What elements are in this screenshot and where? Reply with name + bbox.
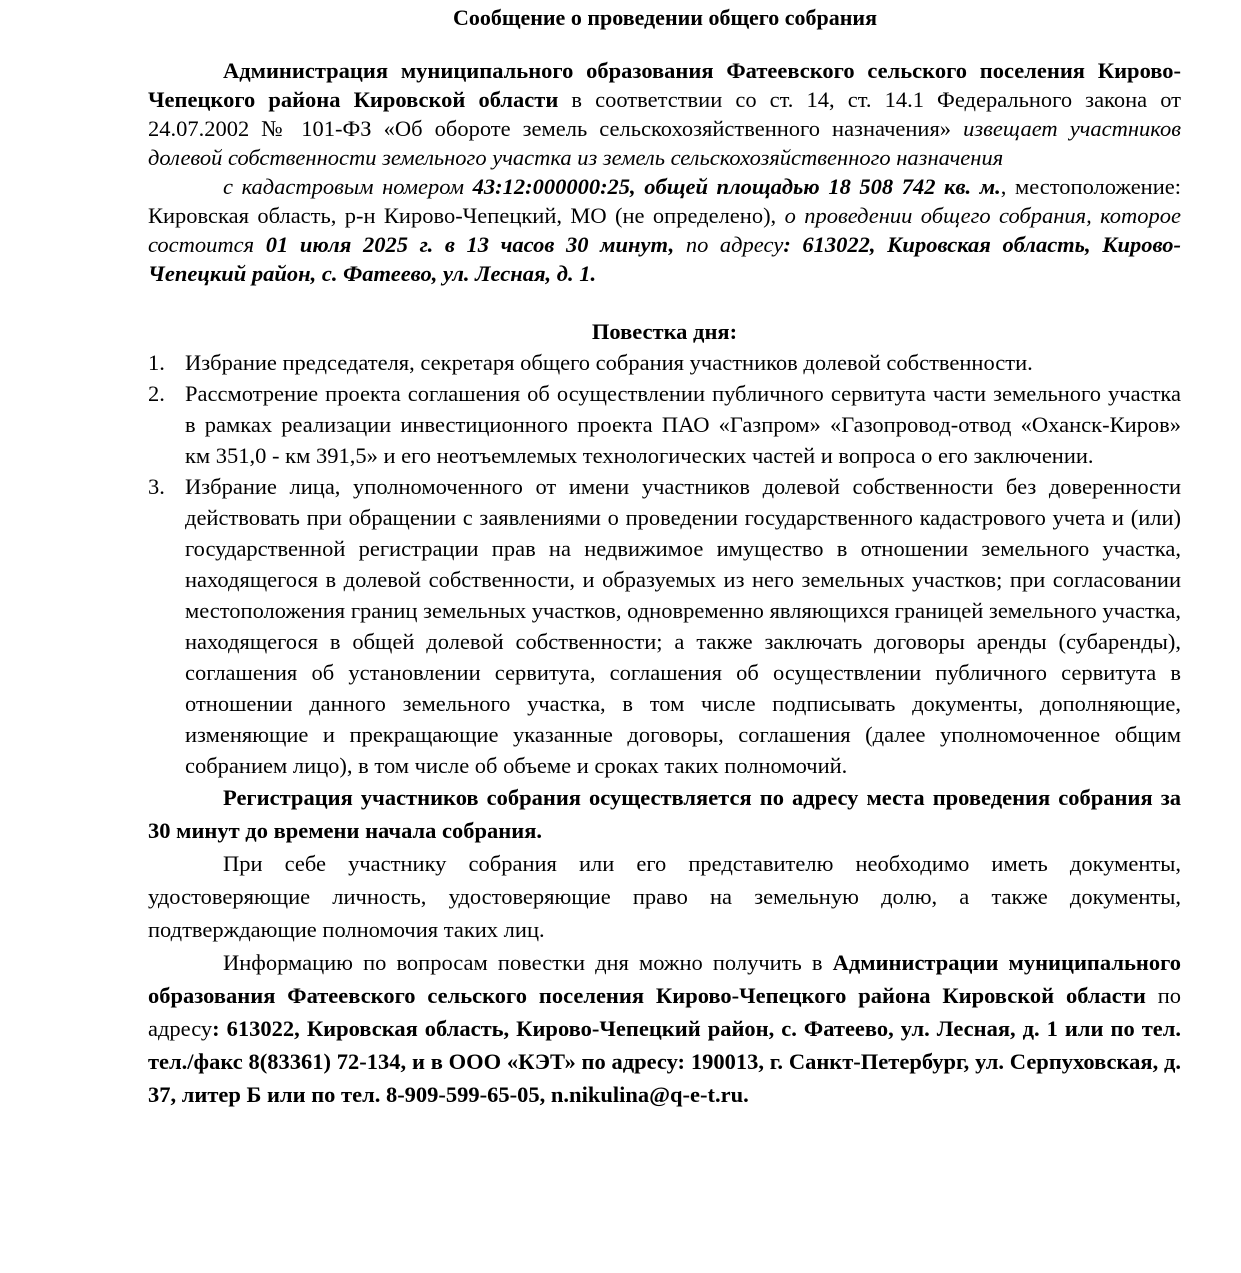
info-contacts: : 613022, Кировская область, Кирово-Чепецкий район, с. Фатеево, ул. Лесная, д. 1 или по тел. тел./факс 8(83361) 72-134, и в ООО «КЭТ» по адресу: 190013, г. Санкт-Петербург, ул. Серпуховская, д. 37, литер Б или по тел. 8-909-599-65-05, n.nikulina@q-e-t.ru. (148, 1016, 1181, 1107)
agenda-item (148, 471, 1181, 781)
agenda-item-text: Рассмотрение проекта соглашения об осуществлении публичного сервитута части земельного участка в рамках реализации инвестиционного проекта ПАО «Газпром» «Газопровод-отвод «Оханск-Киров» км 351,0 - км 391,5» и его неотъемлемых технологических частей и вопроса о его заключении. (185, 381, 1181, 468)
agenda-item (148, 378, 1181, 471)
meeting-time: 01 июля 2025 г. в 13 часов 30 минут, (265, 232, 675, 257)
admin-name: Администрация муниципального образования Фатеевского сельского поселения Кирово-Чепецкого района Кировской области (148, 58, 1181, 112)
cadastral-number-area: 43:12:000000:25, общей площадью 18 508 742 кв. м. (472, 174, 1001, 199)
parcel-comma: , (1000, 174, 1007, 199)
notice-text: извещает участников долевой собственности земельного участка из земель сельскохозяйственного назначения (148, 116, 1181, 170)
agenda-item-number: 2. (148, 381, 165, 406)
agenda-item-number: 1. (148, 350, 165, 375)
agenda-heading: Повестка дня: (591, 319, 738, 344)
agenda-item-number: 3. (148, 474, 165, 499)
spacer (148, 288, 1181, 317)
intro-paragraph (148, 56, 1181, 172)
parcel-location: местоположение: Кировская область, р-н Кирово-Чепецкий, МО (не определено), (148, 174, 1181, 228)
agenda-list (148, 347, 1181, 781)
registration-text: Регистрация участников собрания осуществляется по адресу места проведения собрания за 30 минут до времени начала собрания. (148, 785, 1181, 843)
law-reference: в соответствии со ст. 14, ст. 14.1 Федерального закона от 24.07.2002 № 101-ФЗ «Об обороте земель сельскохозяйственного назначения» (148, 87, 1181, 141)
info-paragraph (148, 946, 1181, 1111)
parcel-paragraph (148, 172, 1181, 288)
document-body (148, 56, 1181, 1111)
address-prefix: по адресу (674, 232, 784, 257)
meeting-prefix: о проведении общего собрания, которое состоится (148, 203, 1181, 257)
documents-paragraph: При себе участнику собрания или его представителю необходимо иметь документы, удостоверяющие личность, удостоверяющие право на земельную долю, а также документы, подтверждающие полномочия таких лиц. (148, 851, 1181, 942)
meeting-address: : 613022, Кировская область, Кирово-Чепецкий район, с. Фатеево, ул. Лесная, д. 1. (148, 232, 1181, 286)
agenda-item-text: Избрание лица, уполномоченного от имени участников долевой собственности без доверенности действовать при обращении с заявлениями о проведении государственного кадастрового учета и (или) государственной регистрации прав на недвижимое имущество в отношении земельного участка, находящегося в долевой собственности, и образуемых из него земельных участков; при согласовании местоположения границ земельных участков, одновременно являющихся границей земельного участка, находящегося в общей долевой собственности; а также заключать договоры аренды (субаренды), соглашения об установлении сервитута, соглашения об осуществлении публичного сервитута в отношении данного земельного участка, в том числе подписывать документы, дополняющие, изменяющие и прекращающие указанные договоры, соглашения (далее уполномоченное общим собранием лицо), в том числе об объеме и сроках таких полномочий. (185, 474, 1181, 778)
info-middle: по адресу (148, 983, 1181, 1041)
registration-paragraph (148, 781, 1181, 847)
info-admin: Администрации муниципального образования Фатеевского сельского поселения Кирово-Чепецкого района Кировской области (148, 950, 1181, 1008)
cadastral-prefix: с кадастровым номером (223, 174, 473, 199)
agenda-item (148, 347, 1181, 378)
agenda-item-text: Избрание председателя, секретаря общего собрания участников долевой собственности. (185, 350, 1033, 375)
document-title: Сообщение о проведении общего собрания (452, 5, 877, 30)
info-prefix: Информацию по вопросам повестки дня можно получить в (223, 950, 833, 975)
